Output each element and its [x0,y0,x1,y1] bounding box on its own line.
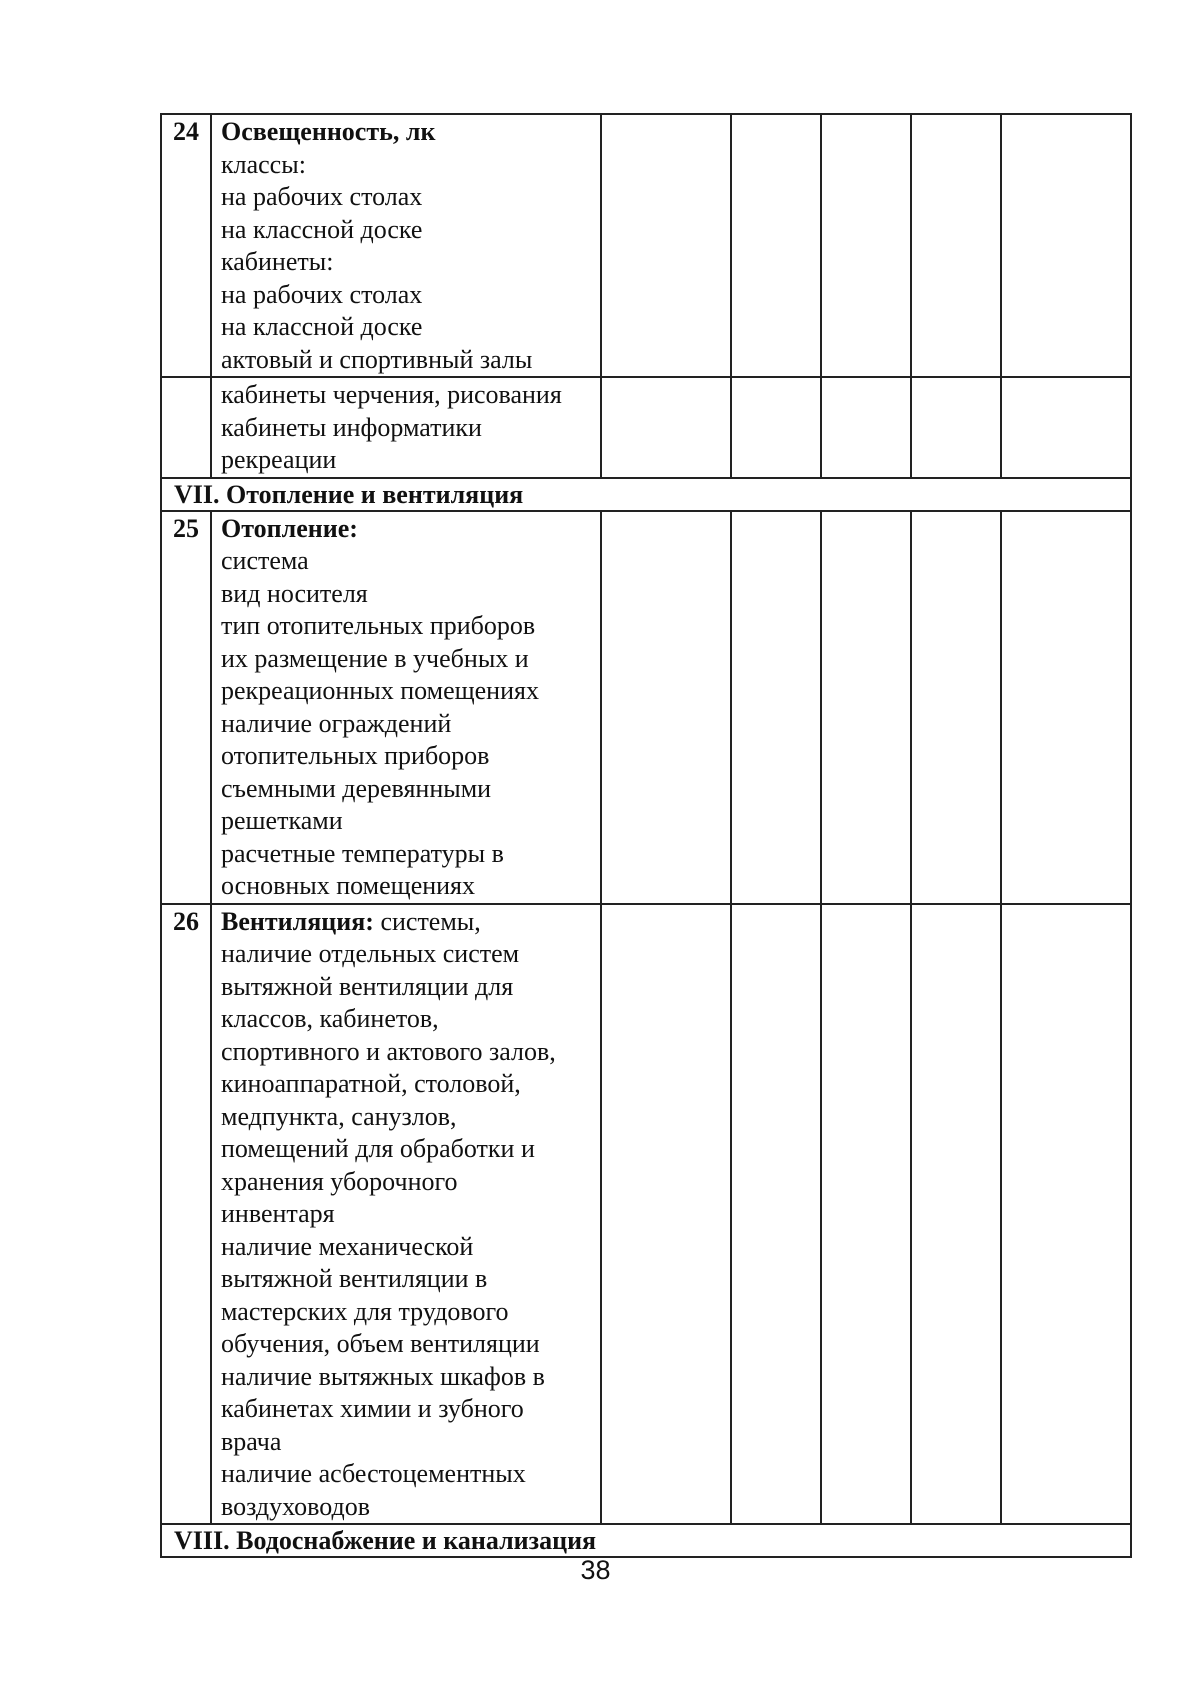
empty-cell[interactable] [601,377,731,478]
row-line: рекреационных помещениях [221,676,539,705]
row-line: инвентаря [221,1199,335,1228]
row-line: наличие асбестоцементных [221,1459,526,1488]
row-number: 24 [161,114,211,377]
empty-cell[interactable] [911,114,1001,377]
page-number: 38 [580,1555,611,1585]
row-line: киноаппаратной, столовой, [221,1069,521,1098]
row-line: наличие ограждений [221,708,452,738]
row-line: система [221,546,309,575]
empty-cell[interactable] [911,904,1001,1525]
table-row-24-continued [161,377,1131,478]
row-line: врача [221,1426,282,1456]
row-heading: Отопление: [221,513,358,543]
row-line: решетками [221,806,343,835]
row-line: кабинеты черчения, рисования [221,380,562,409]
row-line: рекреации [221,445,337,474]
empty-cell [161,377,211,478]
empty-cell[interactable] [821,377,911,478]
empty-cell[interactable] [731,511,821,904]
section-title: VIII. Водоснабжение и канализация [161,1524,1131,1557]
row-line: классы: [221,149,306,179]
row-line: их размещение в учебных и [221,643,529,673]
row-line: наличие механической [221,1231,474,1261]
row-line: вытяжной вентиляции для [221,971,514,1001]
empty-cell[interactable] [731,377,821,478]
row-line: отопительных приборов [221,741,490,770]
row-heading-rest: системы, [373,906,481,936]
row-line: актовый и спортивный залы [221,344,533,374]
row-number: 26 [161,904,211,1525]
row-line: на классной доске [221,312,423,341]
empty-cell[interactable] [821,511,911,904]
row-description [211,377,601,478]
section-heading-7 [161,478,1131,511]
row-line: на рабочих столах [221,279,423,309]
row-line: помещений для обработки и [221,1134,535,1163]
empty-cell[interactable] [601,904,731,1525]
row-heading: Освещенность, лк [221,117,436,146]
table-row-24 [161,114,1131,377]
row-line: спортивного и актового залов, [221,1036,556,1066]
row-description [211,904,601,1525]
empty-cell[interactable] [821,904,911,1525]
row-heading-line [221,906,600,939]
table-row-26 [161,904,1131,1525]
table-row-25 [161,511,1131,904]
row-line: воздуховодов [221,1491,370,1521]
empty-cell[interactable] [1001,114,1131,377]
row-line: съемными деревянными [221,773,492,803]
row-line: мастерских для трудового [221,1296,509,1326]
row-line: вид носителя [221,578,368,608]
empty-cell[interactable] [601,511,731,904]
row-line: кабинеты: [221,247,334,276]
empty-cell[interactable] [911,511,1001,904]
row-line: расчетные температуры в [221,838,504,868]
empty-cell[interactable] [601,114,731,377]
row-line: классов, кабинетов, [221,1004,439,1033]
row-heading: Вентиляция: [221,906,374,936]
row-line: на рабочих столах [221,182,423,211]
empty-cell[interactable] [1001,511,1131,904]
row-line: основных помещениях [221,871,476,900]
row-line: наличие вытяжных шкафов в [221,1361,545,1391]
row-line: кабинетах химии и зубного [221,1394,524,1423]
row-line: медпункта, санузлов, [221,1101,457,1131]
row-line: на классной доске [221,214,423,244]
section-heading-8 [161,1524,1131,1557]
empty-cell[interactable] [1001,377,1131,478]
row-description [211,511,601,904]
row-line: наличие отдельных систем [221,939,520,968]
row-line: вытяжной вентиляции в [221,1264,488,1293]
row-description [211,114,601,377]
empty-cell[interactable] [821,114,911,377]
empty-cell[interactable] [1001,904,1131,1525]
row-line: тип отопительных приборов [221,611,536,640]
empty-cell[interactable] [731,904,821,1525]
empty-cell[interactable] [911,377,1001,478]
row-line: обучения, объем вентиляции [221,1329,540,1358]
row-line: кабинеты информатики [221,412,482,442]
section-title: VII. Отопление и вентиляция [161,478,1131,511]
inspection-table [160,113,1132,1558]
empty-cell[interactable] [731,114,821,377]
row-number: 25 [161,511,211,904]
row-line: хранения уборочного [221,1166,458,1196]
